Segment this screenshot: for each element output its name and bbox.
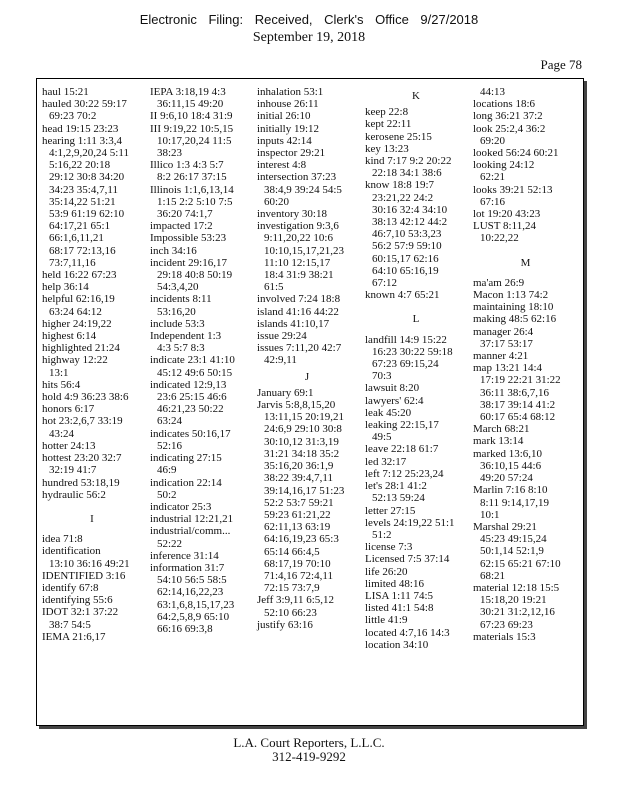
index-entry: Macon 1:13 74:2 [473,289,549,302]
index-entry: 44:13 [480,86,506,98]
index-entry: 15:18,20 19:21 [480,594,547,607]
index-entry: 63:1,6,8,15,17,23 [157,598,235,611]
index-entry: 11:10 12:15,17 [264,256,331,269]
index-entry: 16:23 30:22 59:18 [372,345,453,358]
index-entry: long 36:21 37:2 [473,110,543,123]
index-entry: hotter 24:13 [42,439,96,452]
index-entry: 52:16 [157,439,183,452]
index-entry: indicate 23:1 41:10 [150,354,235,367]
index-entry: information 31:7 [150,561,225,574]
letter-heading-l: L [412,313,420,326]
index-entry: identify 67:8 [42,581,99,594]
index-entry: 49:5 [372,431,392,444]
letter-heading-m: M [520,256,531,269]
index-entry: license 7:3 [365,541,413,554]
index-entry: 64:17,21 65:1 [49,220,111,233]
index-entry: idea 71:8 [42,533,83,546]
index-entry: head 19:15 23:23 [42,122,119,135]
index-entry: 54:3,4,20 [157,281,199,294]
index-column-5 [473,86,578,643]
index-entry: highlighted 21:24 [42,342,120,355]
index-entry: hydraulic 56:2 [42,488,106,501]
index-entry: 67:23 69:15,24 [372,358,439,371]
index-entry: left 7:12 25:23,24 [365,467,444,480]
index-entry: listed 41:1 54:8 [365,602,434,615]
index-entry: 9:11,20,22 10:6 [264,232,333,245]
filing-header: Electronic Filing: Received, Clerk's Office 9/27/2018 [139,12,479,27]
index-entry: manager 26:4 [473,325,534,338]
footer [0,736,618,764]
index-entry: life 26:20 [365,565,408,578]
index-entry: 60:17 65:4 68:12 [480,411,556,424]
index-entry: indicating 27:15 [150,452,222,465]
index-entry: identifying 55:6 [42,594,113,607]
index-entry: 60:20 [264,195,290,208]
index-entry: looking 24:12 [473,159,535,172]
index-entry: investigation 9:3,6 [257,220,339,233]
index-entry: Marshal 29:21 [473,520,537,533]
index-entry: 59:23 61:21,22 [264,508,331,521]
index-entry: 29:18 40:8 50:19 [157,269,233,282]
index-entry: hits 56:4 [42,378,81,391]
index-entry: IDOT 32:1 37:22 [42,606,119,619]
page-number: Page 78 [540,57,582,72]
index-entry: 62:14,16,22,23 [157,586,224,599]
index-entry: issue 29:24 [257,330,307,343]
index-entry: 32:19 41:7 [49,464,97,477]
index-entry: 8:11 9:14,17,19 [480,496,549,509]
index-entry: 50:2 [157,488,177,501]
index-entry: 1:15 2:2 5:10 7:5 [157,195,233,208]
index-entry: indicates 50:16,17 [150,427,231,440]
index-entry: lawyers' 62:4 [365,394,424,407]
index-entry: LUST 8:11,24 [473,220,536,233]
index-entry: 60:15,17 62:16 [372,252,439,265]
index-entry: 24:6,9 29:10 30:8 [264,423,342,436]
index-entry: highest 6:14 [42,330,97,343]
index-entry: maintaining 18:10 [473,301,554,314]
index-entry: highway 12:22 [42,354,108,367]
index-entry: keep 22:8 [365,106,409,119]
index-column-4 [365,86,467,651]
index-entry: manner 4:21 [473,350,529,363]
index-entry: 43:24 [49,427,75,440]
letter-heading-k: K [412,90,420,102]
index-entry: industrial 12:21,21 [150,513,234,526]
index-entry: 35:14,22 51:21 [49,195,116,208]
index-entry: inference 31:14 [150,549,219,562]
letter-heading-i: I [90,512,94,525]
index-entry: issues 7:11,20 42:7 [257,342,342,355]
index-entry: incident 29:16,17 [150,256,227,269]
index-entry: 18:4 31:9 38:21 [264,269,334,282]
index-entry: 42:9,11 [264,354,297,367]
index-entry: little 41:9 [365,614,408,627]
index-entry: 52:10 66:23 [264,606,317,619]
index-entry: inch 34:16 [150,244,197,257]
index-entry: lot 19:20 43:23 [473,208,541,221]
index-entry: 51:2 [372,528,392,541]
index-entry: identification [42,545,101,558]
index-entry: kind 7:17 9:2 20:22 [365,155,452,168]
index-entry: 38:17 39:14 41:2 [480,398,556,411]
index-entry: hearing 1:11 3:3,4 [42,134,122,147]
index-entry: inhouse 26:11 [257,98,319,111]
index-entry: III 9:19,22 10:5,15 [150,122,234,135]
index-entry: held 16:22 67:23 [42,269,117,282]
index-entry: 10:22,22 [480,232,519,245]
index-entry: 52:2 53:7 59:21 [264,496,334,509]
index-entry: 53:9 61:19 62:10 [49,208,125,221]
index-entry: 46:21,23 50:22 [157,403,224,416]
index-entry: help 36:14 [42,281,89,294]
index-entry: 73:7,11,16 [49,256,96,269]
index-entry: 72:15 73:7,9 [264,582,320,595]
index-column-2 [150,86,250,635]
index-entry: 65:14 66:4,5 [264,545,320,558]
index-entry: initial 26:10 [257,110,311,123]
index-entry: led 32:17 [365,455,407,468]
index-entry: ma'am 26:9 [473,276,525,289]
index-entry: 29:12 30:8 34:20 [49,171,125,184]
index-entry: 52:13 59:24 [372,492,425,505]
index-entry: map 13:21 14:4 [473,362,543,375]
index-entry: involved 7:24 18:8 [257,293,341,306]
index-entry: indicator 25:3 [150,500,212,513]
index-entry: LISA 1:11 74:5 [365,589,434,602]
index-entry: Illinois 1:1,6,13,14 [150,183,234,196]
index-entry: mark 13:14 [473,435,524,448]
index-entry: 66:1,6,11,21 [49,232,104,245]
index-entry: looked 56:24 60:21 [473,147,559,160]
index-entry: indication 22:14 [150,476,222,489]
index-entry: Jeff 3:9,11 6:5,12 [257,594,334,607]
index-entry: lawsuit 8:20 [365,382,420,395]
index-entry: 13:11,15 20:19,21 [264,411,344,424]
index-entry: 31:21 34:18 35:2 [264,447,340,460]
index-entry: Illico 1:3 4:3 5:7 [150,159,224,172]
index-entry: 50:1,14 52:1,9 [480,545,544,558]
index-entry: 67:23 69:23 [480,618,533,631]
index-entry: 22:18 34:1 38:6 [372,167,442,180]
index-entry: hottest 23:20 32:7 [42,452,122,465]
index-entry: locations 18:6 [473,98,536,111]
index-entry: kerosene 25:15 [365,130,432,143]
index-entry: marked 13:6,10 [473,447,543,460]
index-entry: hauled 30:22 59:17 [42,98,127,111]
index-entry: 10:10,15,17,21,23 [264,244,345,257]
index-entry: 66:16 69:3,8 [157,622,213,635]
index-entry: Impossible 53:23 [150,232,227,245]
index-entry: leaking 22:15,17 [365,419,439,432]
index-entry: 45:12 49:6 50:15 [157,366,233,379]
index-entry: 53:16,20 [157,305,196,318]
index-entry: 64:2,5,8,9 65:10 [157,610,230,623]
index-entry: hot 23:2,6,7 33:19 [42,415,123,428]
index-entry: 67:16 [480,195,506,208]
index-entry: leak 45:20 [365,406,412,419]
index-entry: 67:12 [372,277,398,290]
index-entry: Independent 1:3 [150,330,222,343]
index-box [36,78,584,726]
index-entry: 68:21 [480,569,506,582]
index-entry: 56:2 57:9 59:10 [372,240,442,253]
index-entry: 38:22 39:4,7,11 [264,472,333,485]
index-entry: 4:3 5:7 8:3 [157,342,205,355]
index-entry: January 69:1 [257,386,314,399]
index-entry: 64:16,19,23 65:3 [264,533,339,546]
index-entry: 37:17 53:17 [480,337,533,350]
index-entry: looks 39:21 52:13 [473,183,553,196]
index-entry: let's 28:1 41:2 [365,480,427,493]
index-entry: island 41:16 44:22 [257,305,339,318]
index-column-1 [42,86,142,643]
index-entry: 34:23 35:4,7,11 [49,183,118,196]
index-entry: 68:17,19 70:10 [264,557,331,570]
index-entry: leave 22:18 61:7 [365,443,439,456]
reporter-phone: 312-419-9292 [272,749,346,764]
index-entry: 38:23 [157,147,183,160]
index-entry: 30:10,12 31:3,19 [264,435,339,448]
index-entry: 36:20 74:1,7 [157,208,213,221]
index-entry: haul 15:21 [42,86,89,98]
index-entry: inhalation 53:1 [257,86,324,98]
index-entry: 36:11,15 49:20 [157,98,224,111]
index-entry: inspector 29:21 [257,147,326,160]
letter-heading-j: J [304,370,310,383]
index-entry: March 68:21 [473,423,530,436]
index-entry: 35:16,20 36:1,9 [264,460,334,473]
index-entry: materials 15:3 [473,630,536,643]
index-entry: 36:10,15 44:6 [480,459,542,472]
index-entry: impacted 17:2 [150,220,213,233]
index-entry: 30:21 31:2,12,16 [480,606,555,619]
index-entry: location 34:10 [365,638,429,651]
index-entry: incidents 8:11 [150,293,212,306]
index-entry: 63:24 64:12 [49,305,102,318]
index-entry: 64:10 65:16,19 [372,264,439,277]
index-entry: 23:21,22 24:2 [372,191,434,204]
index-entry: inventory 30:18 [257,208,327,221]
index-entry: II 9:6,10 18:4 31:9 [150,110,233,123]
index-entry: 69:23 70:2 [49,110,97,123]
index-entry: IEMA 21:6,17 [42,630,106,643]
index-entry: Licensed 7:5 37:14 [365,553,450,566]
index-entry: higher 24:19,22 [42,317,112,330]
index-entry: islands 41:10,17 [257,317,330,330]
index-entry: initially 19:12 [257,122,320,135]
index-entry: 70:3 [372,370,392,383]
index-entry: landfill 14:9 15:22 [365,333,447,346]
index-entry: 62:11,13 63:19 [264,521,331,534]
index-entry: 10:1 [480,508,500,521]
index-entry: letter 27:15 [365,504,416,517]
index-entry: 23:6 25:15 46:6 [157,391,227,404]
index-entry: inputs 42:14 [257,134,312,147]
index-entry: 17:19 22:21 31:22 [480,374,561,387]
index-entry: include 53:3 [150,317,205,330]
index-entry: known 4:7 65:21 [365,289,440,302]
index-entry: located 4:7,16 14:3 [365,626,450,639]
index-entry: 38:13 42:12 44:2 [372,216,448,229]
reporter-company: L.A. Court Reporters, L.L.C. [233,735,385,750]
index-entry: 54:10 56:5 58:5 [157,574,227,587]
index-entry: IDENTIFIED 3:16 [42,569,126,582]
index-entry: honors 6:17 [42,403,95,416]
index-entry: 46:9 [157,464,177,477]
index-entry: levels 24:19,22 51:1 [365,516,455,529]
index-entry: 62:21 [480,171,506,184]
index-entry: look 25:2,4 36:2 [473,122,546,135]
index-entry: indicated 12:9,13 [150,378,227,391]
index-entry: interest 4:8 [257,159,307,172]
index-entry: justify 63:16 [257,618,313,631]
index-entry: 4:1,2,9,20,24 5:11 [49,147,129,160]
index-entry: intersection 37:23 [257,171,337,184]
index-entry: 13:10 36:16 49:21 [49,557,130,570]
index-entry: kept 22:11 [365,118,412,131]
index-entry: know 18:8 19:7 [365,179,435,192]
index-entry: 62:15 65:21 67:10 [480,557,561,570]
index-entry: limited 48:16 [365,577,424,590]
index-entry: 52:22 [157,537,183,550]
index-entry: hold 4:9 36:23 38:6 [42,391,129,404]
index-entry: Marlin 7:16 8:10 [473,484,548,497]
index-entry: making 48:5 62:16 [473,313,557,326]
index-entry: 49:20 57:24 [480,472,533,485]
index-entry: 69:20 [480,134,506,147]
index-entry: 5:16,22 20:18 [49,159,111,172]
hearing-date: September 19, 2018 [252,30,366,45]
index-entry: 63:24 [157,415,183,428]
index-entry: 46:7,10 53:3,23 [372,228,442,241]
index-entry: 45:23 49:15,24 [480,533,547,546]
index-entry: material 12:18 15:5 [473,581,560,594]
index-entry: hundred 53:18,19 [42,476,120,489]
index-entry: 38:4,9 39:24 54:5 [264,183,342,196]
index-entry: 30:16 32:4 34:10 [372,203,448,216]
index-entry: 13:1 [49,366,69,379]
index-entry: industrial/comm... [150,525,231,538]
index-column-3 [257,86,357,631]
index-entry: 38:7 54:5 [49,618,91,631]
index-entry: 10:17,20,24 11:5 [157,134,232,147]
index-entry: helpful 62:16,19 [42,293,115,306]
index-entry: 8:2 26:17 37:15 [157,171,227,184]
index-entry: 68:17 72:13,16 [49,244,116,257]
index-entry: IEPA 3:18,19 4:3 [150,86,226,98]
index-entry: 36:11 38:6,7,16 [480,386,549,399]
index-entry: key 13:23 [365,142,409,155]
index-entry: 39:14,16,17 51:23 [264,484,345,497]
index-entry: Jarvis 5:8,8,15,20 [257,399,336,412]
index-entry: 61:5 [264,281,284,294]
index-entry: 71:4,16 72:4,11 [264,569,333,582]
